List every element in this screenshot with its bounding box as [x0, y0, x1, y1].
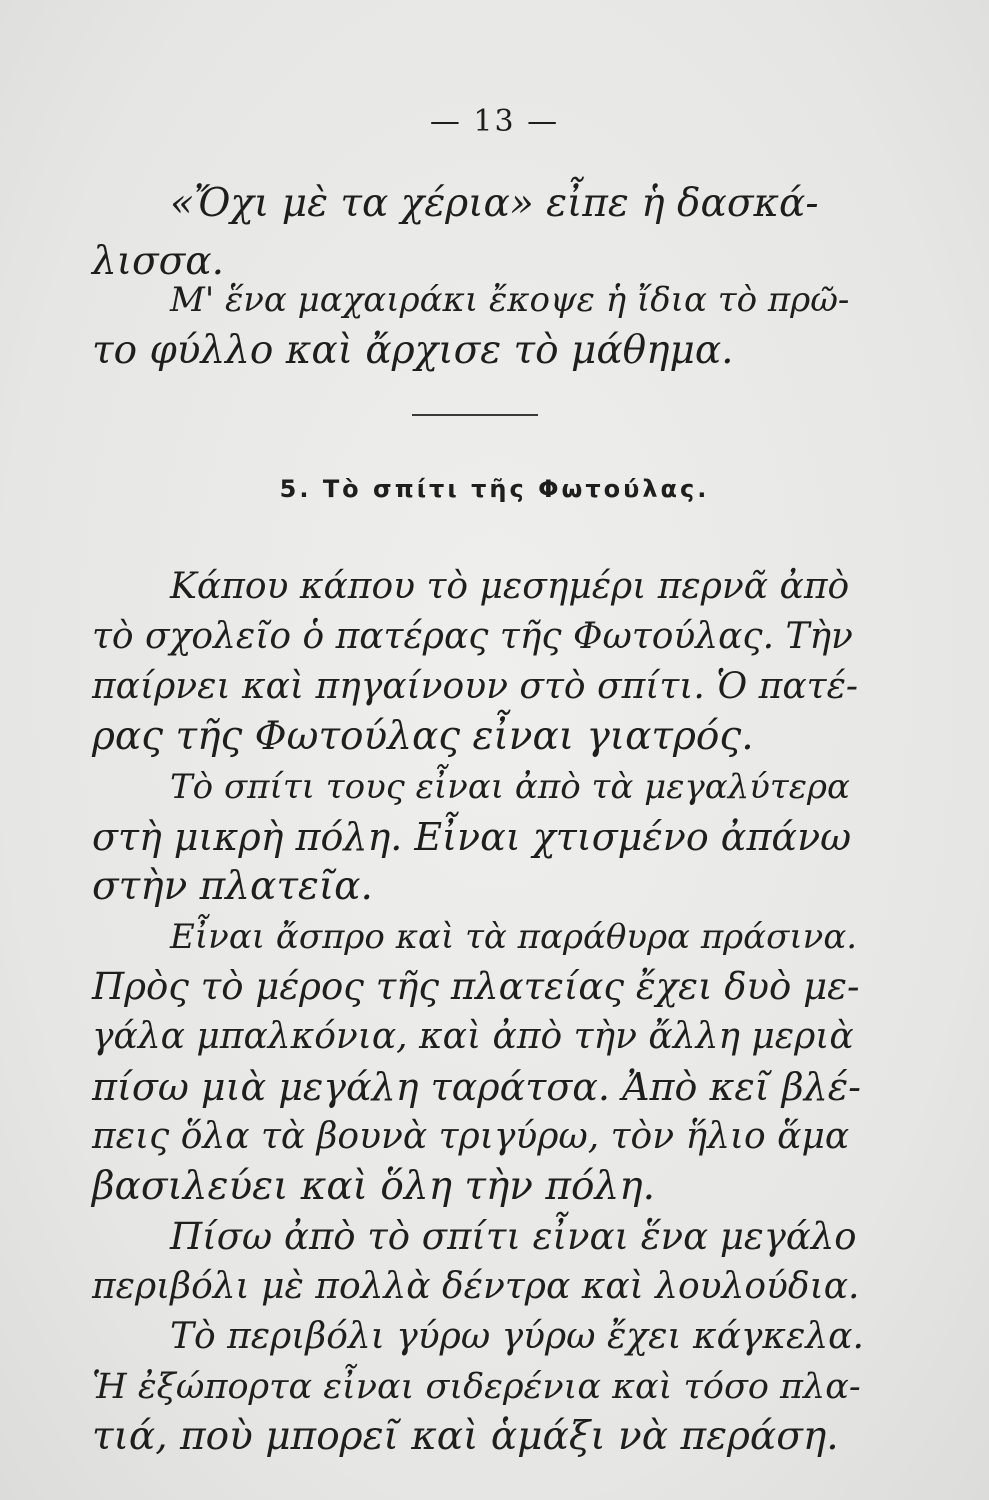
text-line: παίρνει καὶ πηγαίνουν στὸ σπίτι. Ὁ πατέ- [92, 666, 859, 707]
text-line: Πρὸς τὸ μέρος τῆς πλατείας ἔχει δυὸ με- [92, 965, 860, 1008]
text-line: τὸ σχολεῖο ὁ πατέρας τῆς Φωτούλας. Τὴν [92, 616, 853, 657]
text-line: Ἡ ἐξώπορτα εἶναι σιδερένια καὶ τόσο πλα- [92, 1367, 861, 1407]
text-line: ρας τῆς Φωτούλας εἶναι γιατρός. [92, 714, 754, 759]
page-number: — 13 — [429, 104, 560, 139]
text-line: γάλα μπαλκόνια, καὶ ἀπὸ τὴν ἄλλη μεριὰ [92, 1016, 854, 1057]
text-line: Εἶναι ἄσπρο καὶ τὰ παράθυρα πράσινα. [170, 917, 858, 957]
text-line: Τὸ σπίτι τους εἶναι ἀπὸ τὰ μεγαλύτερα [170, 767, 850, 807]
text-line: βασιλεύει καὶ ὅλη τὴν πόλη. [92, 1164, 655, 1209]
text-line: πίσω μιὰ μεγάλη ταράτσα. Ἀπὸ κεῖ βλέ- [92, 1065, 862, 1109]
text-line: «Ὄχι μὲ τα χέρια» εἶπε ἡ δασκά- [170, 181, 819, 226]
text-line: Πίσω ἀπὸ τὸ σπίτι εἶναι ἕνα μεγάλο [170, 1215, 857, 1258]
text-line: τιά, ποὺ μπορεῖ καὶ ἁμάξι νὰ περάση. [92, 1414, 839, 1459]
text-line: Μ' ἕνα μαχαιράκι ἔκοψε ἡ ἴδια τὸ πρῶ- [170, 280, 850, 320]
text-line: στὴν πλατεῖα. [92, 864, 373, 909]
text-line: Τὸ περιβόλι γύρω γύρω ἔχει κάγκελα. [170, 1316, 864, 1357]
text-line: στὴ μικρὴ πόλη. Εἶναι χτισμένο ἀπάνω [92, 815, 852, 859]
text-line: πεις ὅλα τὰ βουνὰ τριγύρω, τὸν ἥλιο ἅμα [92, 1116, 850, 1157]
text-line: λισσα. [92, 239, 224, 284]
section-divider [412, 414, 538, 416]
section-heading: 5. Τὸ σπίτι τῆς Φωτούλας. [279, 475, 710, 503]
text-line: Κάπου κάπου τὸ μεσημέρι περνᾶ ἀπὸ [170, 566, 850, 607]
text-line: περιβόλι μὲ πολλὰ δέντρα καὶ λουλούδια. [92, 1266, 860, 1307]
text-line: το φύλλο καὶ ἄρχισε τὸ μάθημα. [92, 328, 734, 373]
